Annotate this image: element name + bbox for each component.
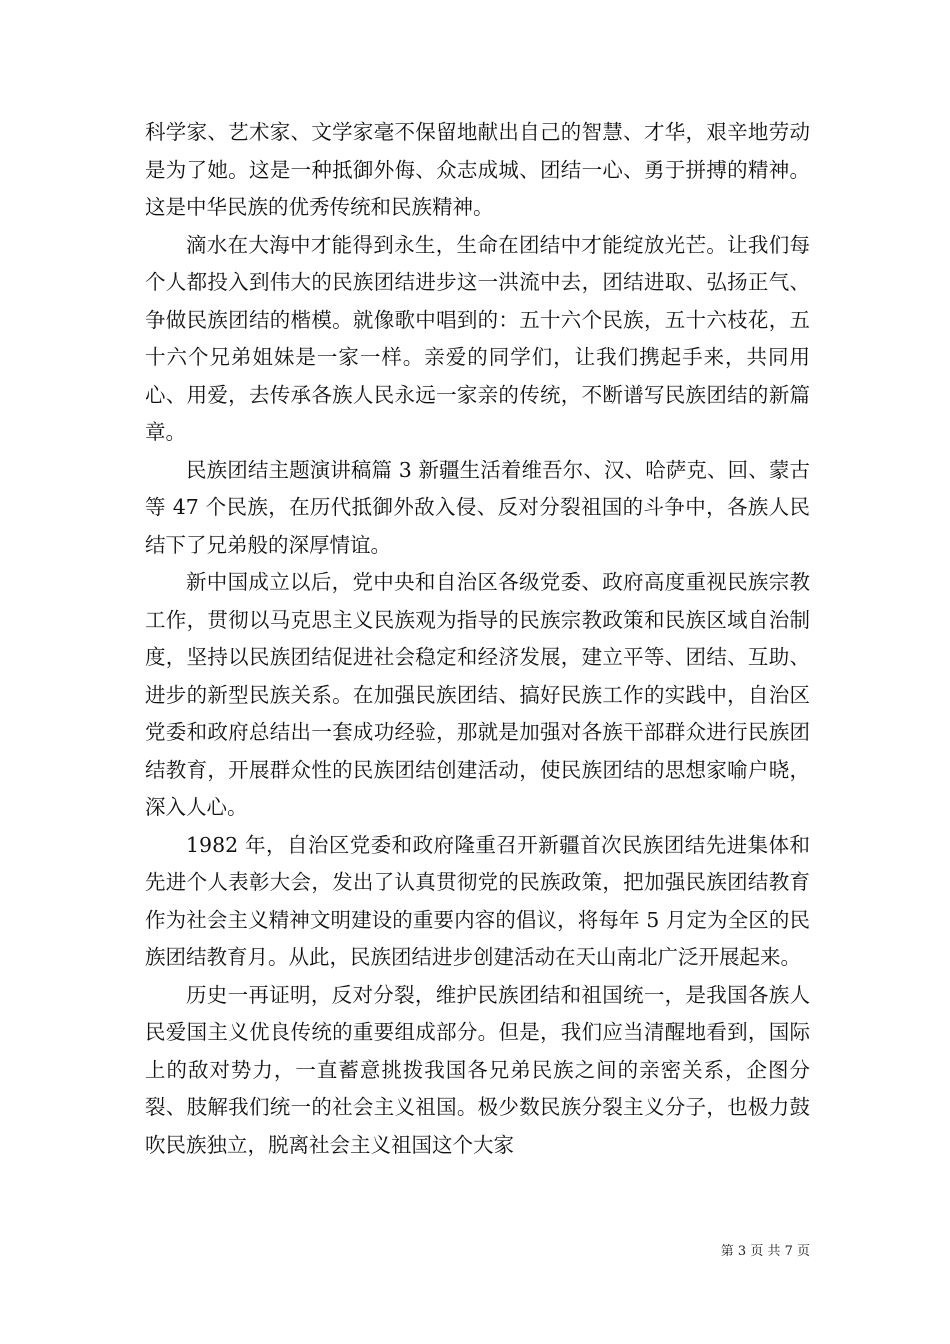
paragraph: 新中国成立以后，党中央和自治区各级党委、政府高度重视民族宗教工作，贯彻以马克思主义民族观为指导的民族宗教政策和民族区域自治制度，坚持以民族团结促进社会稳定和经济发展，建立平等、团结、互助、进步的新型民族关系。在加强民族团结、搞好民族工作的实践中，自治区党委和政府总结出一套成功经验，那就是加强对各族干部群众进行民族团结教育，开展群众性的民族团结创建活动，使民族团结的思想家喻户晓，深入人心。 [145, 570, 810, 819]
paragraph: 1982 年，自治区党委和政府隆重召开新疆首次民族团结先进集体和先进个人表彰大会，发出了认真贯彻党的民族政策，把加强民族团结教育作为社会主义精神文明建设的重要内容的倡议，将每年 5 月定为全区的民族团结教育月。从此，民族团结进步创建活动在天山南北广泛开展起来。 [145, 832, 810, 969]
document-body [145, 114, 810, 1164]
paragraph: 科学家、艺术家、文学家毫不保留地献出自己的智慧、才华，艰辛地劳动是为了她。这是一种抵御外侮、众志成城、团结一心、勇于拼搏的精神。这是中华民族的优秀传统和民族精神。 [145, 120, 810, 219]
paragraph: 民族团结主题演讲稿篇 3 新疆生活着维吾尔、汉、哈萨克、回、蒙古等 47 个民族，在历代抵御外敌入侵、反对分裂祖国的斗争中，各族人民结下了兄弟般的深厚情谊。 [145, 457, 810, 557]
paragraph: 历史一再证明，反对分裂，维护民族团结和祖国统一，是我国各族人民爱国主义优良传统的重要组成部分。但是，我们应当清醒地看到，国际上的敌对势力，一直蓄意挑拨我国各兄弟民族之间的亲密关系，企图分裂、肢解我们统一的社会主义祖国。极少数民族分裂主义分子，也极力鼓吹民族独立，脱离社会主义祖国这个大家 [145, 982, 810, 1157]
page-number-footer: 第 3 页 共 7 页 [720, 1244, 810, 1259]
paragraph: 滴水在大海中才能得到永生，生命在团结中才能绽放光芒。让我们每个人都投入到伟大的民族团结进步这一洪流中去，团结进取、弘扬正气、争做民族团结的楷模。就像歌中唱到的：五十六个民族，五十六枝花，五十六个兄弟姐妹是一家一样。亲爱的同学们，让我们携起手来，共同用心、用爱，去传承各族人民永远一家亲的传统，不断谱写民族团结的新篇章。 [145, 232, 810, 444]
